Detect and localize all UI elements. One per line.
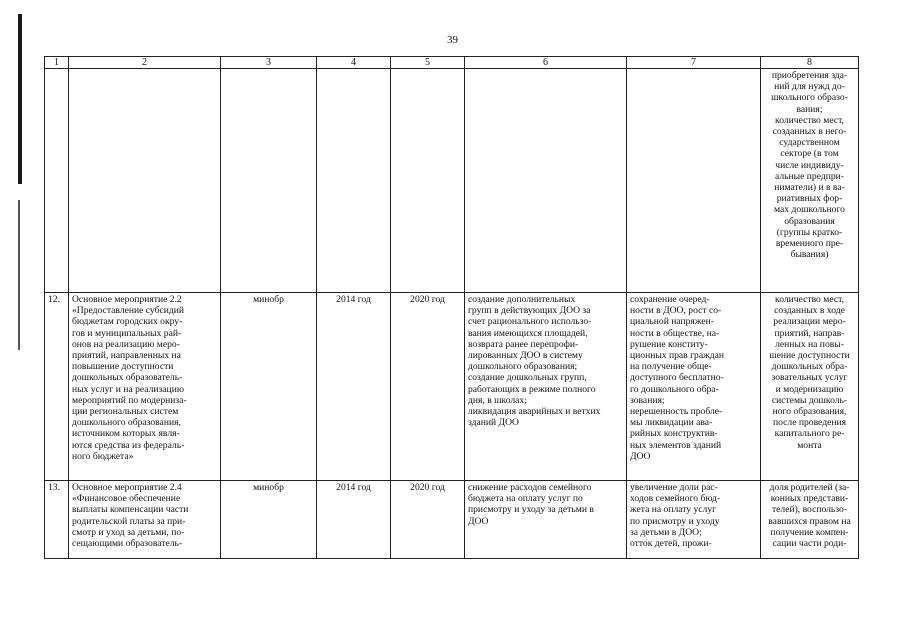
consequences-cell [627, 69, 761, 293]
indicator-cell [761, 293, 859, 481]
row-number [45, 69, 69, 293]
header-cell: 8 [761, 57, 859, 69]
row-number: 13. [45, 481, 69, 559]
measure-name-cell [69, 293, 221, 481]
end-year-cell [391, 69, 465, 293]
table-row [45, 69, 859, 293]
start-year-cell: 2014 год [317, 293, 391, 481]
end-year-cell: 2020 год [391, 481, 465, 559]
measure-name-cell [69, 481, 221, 559]
header-cell: 1 [45, 57, 69, 69]
header-cell: 3 [221, 57, 317, 69]
consequences-cell [627, 481, 761, 559]
indicator-cell [761, 481, 859, 559]
table-row [45, 481, 859, 559]
measure-name-cell [69, 69, 221, 293]
executor-cell: минобр [221, 481, 317, 559]
row-number: 12. [45, 293, 69, 481]
end-year-cell: 2020 год [391, 293, 465, 481]
header-row [45, 57, 859, 69]
indicator-text: количество мест, созданных в ходе реализации меро- приятий, направ- ленных на повы- шение доступности дошкольных обра- зовательных услуг и модернизацию системы дошколь- ного образования, после проведения капитального ре- монта [769, 294, 850, 451]
header-cell: 7 [627, 57, 761, 69]
consequences-text: сохранение очеред- ности в ДОО, рост со- циальной напряжен- ности в обществе, на- рушение конститу- ционных прав граждан на получение обще- доступного бесплатно- го дошкольного обра- зования; нерешенность пробле- мы ликвидации ава- рийных конструктив- ных элементов зданий ДОО [630, 294, 724, 462]
header-cell: 5 [391, 57, 465, 69]
table-row [45, 293, 859, 481]
measures-table [44, 56, 859, 559]
measure-name-text: Основное мероприятие 2.2 «Предоставление субсидий бюджетам городских окру- гов и муниципальных рай- онов на реализацию меро- приятий, направленных на повышение доступности дошкольных образователь- ных услуг и на реализацию мероприятий по модерниза- ции региональных систем дошкольного образования, источником которых явля- ются средства из федераль- ного бюджета» [72, 294, 187, 462]
start-year-cell [317, 69, 391, 293]
expected-result-cell [465, 481, 627, 559]
expected-result-text: создание дополнительных групп в действующих ДОО за счет рационального использо- вания имеющихся площадей, возврата ранее перепрофи- лированных ДОО в систему дошкольного образования; создание дошкольных групп, работающих в режиме полного дня, в школах; ликвидация аварийных и ветхих зданий ДОО [468, 294, 601, 429]
executor-cell: минобр [221, 293, 317, 481]
indicator-cell [761, 69, 859, 293]
page-number: 39 [447, 34, 458, 46]
scan-margin-line [18, 200, 20, 350]
indicator-text: доля родителей (за- конных представи- телей), воспользо- вавшихся правом на получение компен- сации части роди- [768, 482, 851, 550]
consequences-cell [627, 293, 761, 481]
header-cell: 6 [465, 57, 627, 69]
expected-result-text: снижение расходов семейного бюджета на оплату услуг по присмотру и уходу за детьми в ДОО [468, 482, 594, 527]
consequences-text: увеличение доли рас- ходов семейного бюд- жета на оплату услуг по присмотру и уходу за детьми в ДОО; отток детей, прожи- [630, 482, 721, 550]
start-year-cell: 2014 год [317, 481, 391, 559]
indicator-text: приобретения зда- ний для нужд до- школьного образо- вания; количество мест, созданных в него- сударственном секторе (в том числе индивиду- альные предпри- ниматели) и в ва- риативных фор- мах дошкольного образования (группы кратко- временного пре- бывания) [771, 70, 848, 261]
executor-cell [221, 69, 317, 293]
header-cell: 4 [317, 57, 391, 69]
expected-result-cell [465, 69, 627, 293]
header-cell: 2 [69, 57, 221, 69]
expected-result-cell [465, 293, 627, 481]
measure-name-text: Основное мероприятие 2.4 «Финансовое обеспечение выплаты компенсации части родительской платы за при- смотр и уход за детьми, по- сещающими образователь- [72, 482, 189, 550]
